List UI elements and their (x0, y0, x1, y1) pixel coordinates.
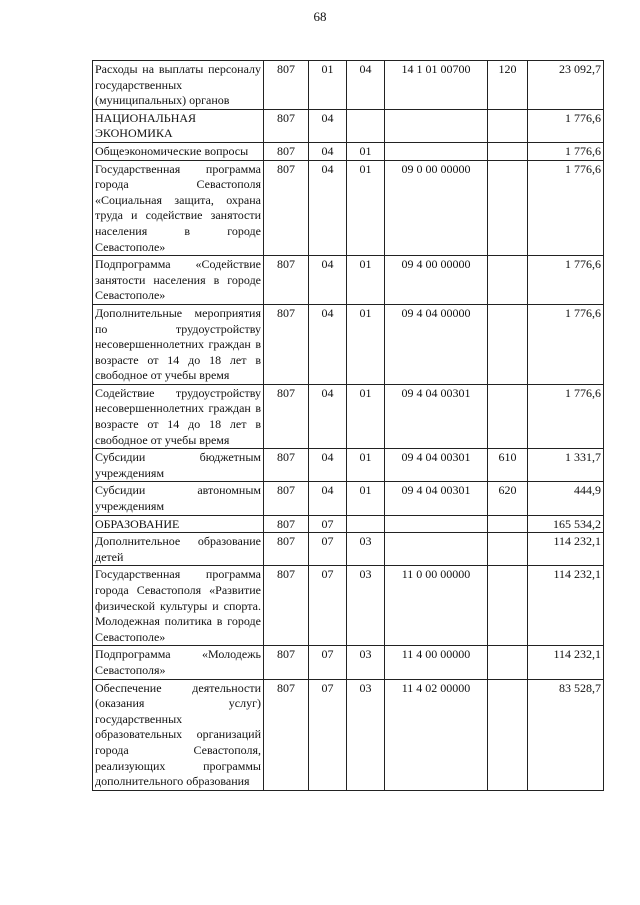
subsection-code: 03 (347, 646, 385, 679)
target-article-code: 09 4 00 00000 (385, 256, 488, 305)
subsection-code: 01 (347, 449, 385, 482)
item-name: Содействие трудоустройству несовершеннолетних граждан в возрасте от 14 до 18 лет в свободное от учебы время (93, 384, 264, 448)
department-code: 807 (264, 109, 309, 142)
target-article-code: 09 4 04 00301 (385, 384, 488, 448)
item-name: Расходы на выплаты персоналу государственных (муниципальных) органов (93, 61, 264, 110)
amount: 1 776,6 (528, 160, 604, 256)
amount: 114 232,1 (528, 566, 604, 646)
table-body (93, 61, 604, 791)
amount: 165 534,2 (528, 515, 604, 533)
table-row (93, 142, 604, 160)
target-article-code: 09 4 04 00000 (385, 304, 488, 384)
section-code: 07 (309, 515, 347, 533)
expense-type-code: 620 (488, 482, 528, 515)
table-row (93, 646, 604, 679)
target-article-code: 11 4 00 00000 (385, 646, 488, 679)
section-code: 04 (309, 449, 347, 482)
section-code: 04 (309, 109, 347, 142)
expense-type-code (488, 679, 528, 790)
department-code: 807 (264, 61, 309, 110)
expense-type-code (488, 566, 528, 646)
amount: 1 776,6 (528, 304, 604, 384)
section-code: 07 (309, 566, 347, 646)
subsection-code: 03 (347, 566, 385, 646)
table-row (93, 384, 604, 448)
target-article-code (385, 109, 488, 142)
subsection-code: 01 (347, 256, 385, 305)
subsection-code: 01 (347, 304, 385, 384)
department-code: 807 (264, 646, 309, 679)
item-name: Государственная программа города Севастополя «Развитие физической культуры и спорта. Молодежная политика в городе Севастополе» (93, 566, 264, 646)
expense-type-code (488, 109, 528, 142)
department-code: 807 (264, 304, 309, 384)
item-name: Субсидии автономным учреждениям (93, 482, 264, 515)
amount: 444,9 (528, 482, 604, 515)
expense-type-code (488, 256, 528, 305)
subsection-code: 03 (347, 679, 385, 790)
item-name: Подпрограмма «Молодежь Севастополя» (93, 646, 264, 679)
department-code: 807 (264, 566, 309, 646)
table-row (93, 109, 604, 142)
table-row (93, 304, 604, 384)
department-code: 807 (264, 160, 309, 256)
amount: 1 331,7 (528, 449, 604, 482)
department-code: 807 (264, 449, 309, 482)
table-row (93, 515, 604, 533)
expense-type-code: 610 (488, 449, 528, 482)
target-article-code (385, 533, 488, 566)
expense-type-code (488, 646, 528, 679)
expense-type-code (488, 304, 528, 384)
section-code: 04 (309, 384, 347, 448)
department-code: 807 (264, 256, 309, 305)
subsection-code: 04 (347, 61, 385, 110)
table-row (93, 482, 604, 515)
expense-type-code: 120 (488, 61, 528, 110)
amount: 1 776,6 (528, 109, 604, 142)
target-article-code: 11 0 00 00000 (385, 566, 488, 646)
department-code: 807 (264, 679, 309, 790)
item-name: Общеэкономические вопросы (93, 142, 264, 160)
subsection-code: 01 (347, 160, 385, 256)
amount: 1 776,6 (528, 256, 604, 305)
target-article-code: 09 4 04 00301 (385, 482, 488, 515)
item-name: Субсидии бюджетным учреждениям (93, 449, 264, 482)
amount: 83 528,7 (528, 679, 604, 790)
target-article-code: 09 0 00 00000 (385, 160, 488, 256)
table-row (93, 566, 604, 646)
subsection-code (347, 515, 385, 533)
amount: 1 776,6 (528, 142, 604, 160)
section-code: 04 (309, 482, 347, 515)
target-article-code (385, 142, 488, 160)
item-name: ОБРАЗОВАНИЕ (93, 515, 264, 533)
section-code: 07 (309, 679, 347, 790)
amount: 1 776,6 (528, 384, 604, 448)
department-code: 807 (264, 515, 309, 533)
expense-type-code (488, 384, 528, 448)
subsection-code: 03 (347, 533, 385, 566)
item-name: Обеспечение деятельности (оказания услуг) государственных образовательных организаций города Севастополя, реализующих программы дополнительного образования (93, 679, 264, 790)
item-name: Подпрограмма «Содействие занятости населения в городе Севастополе» (93, 256, 264, 305)
section-code: 07 (309, 533, 347, 566)
expense-type-code (488, 160, 528, 256)
section-code: 04 (309, 160, 347, 256)
table-row (93, 61, 604, 110)
amount: 114 232,1 (528, 646, 604, 679)
item-name: Государственная программа города Севастополя «Социальная защита, охрана труда и содействие занятости населения в городе Севастополе» (93, 160, 264, 256)
expense-type-code (488, 515, 528, 533)
department-code: 807 (264, 142, 309, 160)
amount: 23 092,7 (528, 61, 604, 110)
table-row (93, 679, 604, 790)
table-row (93, 160, 604, 256)
section-code: 04 (309, 142, 347, 160)
target-article-code: 14 1 01 00700 (385, 61, 488, 110)
amount: 114 232,1 (528, 533, 604, 566)
table-row (93, 256, 604, 305)
subsection-code: 01 (347, 384, 385, 448)
target-article-code (385, 515, 488, 533)
table-row (93, 449, 604, 482)
section-code: 07 (309, 646, 347, 679)
expense-type-code (488, 142, 528, 160)
target-article-code: 09 4 04 00301 (385, 449, 488, 482)
table-row (93, 533, 604, 566)
item-name: Дополнительное образование детей (93, 533, 264, 566)
department-code: 807 (264, 384, 309, 448)
item-name: НАЦИОНАЛЬНАЯ ЭКОНОМИКА (93, 109, 264, 142)
target-article-code: 11 4 02 00000 (385, 679, 488, 790)
budget-table (92, 60, 604, 791)
section-code: 04 (309, 256, 347, 305)
expense-type-code (488, 533, 528, 566)
section-code: 04 (309, 304, 347, 384)
section-code: 01 (309, 61, 347, 110)
page-number: 68 (313, 9, 327, 24)
department-code: 807 (264, 482, 309, 515)
department-code: 807 (264, 533, 309, 566)
subsection-code (347, 109, 385, 142)
item-name: Дополнительные мероприятия по трудоустройству несовершеннолетних граждан в возрасте от 14 до 18 лет в свободное от учебы время (93, 304, 264, 384)
subsection-code: 01 (347, 142, 385, 160)
subsection-code: 01 (347, 482, 385, 515)
